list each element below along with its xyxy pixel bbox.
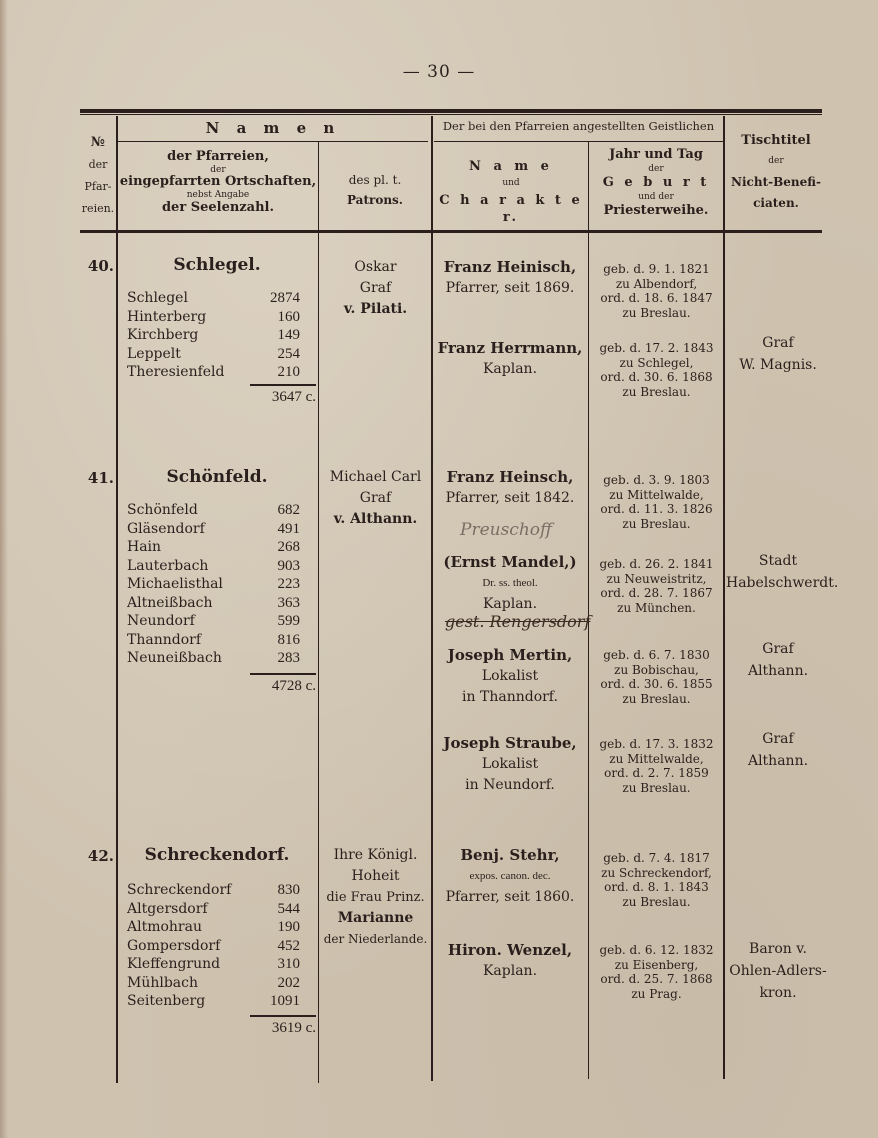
date-line: ord. d. 18. 6. 1847 (600, 291, 713, 305)
page-edge-shadow (0, 0, 8, 1138)
village-pop: 254 (277, 345, 300, 362)
cleric-entry (434, 467, 586, 509)
date-line: zu Breslau. (622, 305, 691, 320)
date-line: geb. d. 6. 12. 1832 (599, 943, 714, 957)
date-line: zu Breslau. (622, 780, 691, 795)
village-row (127, 937, 300, 956)
patron-line: die Frau Prinz. (326, 890, 425, 905)
header-patron-l2: Patrons. (346, 193, 403, 207)
village-name: Mühlbach (127, 974, 199, 991)
header-col-parishes (118, 150, 318, 216)
table-top-rule (80, 109, 822, 113)
tischtitel (726, 550, 839, 594)
tischtitel (726, 938, 830, 1004)
date-line: zu Breslau. (622, 691, 691, 706)
date-line: geb. d. 9. 1. 1821 (603, 262, 710, 276)
village-row (127, 900, 300, 919)
village-name: Altmohrau (127, 919, 202, 935)
date-line: ord. d. 8. 1. 1843 (604, 880, 709, 894)
village-row (127, 308, 300, 327)
cleric-role: Pfarrer, seit 1860. (445, 889, 575, 905)
village-row (127, 612, 300, 631)
header-col-name (434, 158, 588, 226)
village-row (127, 520, 300, 539)
village-name: Neuneißbach (127, 650, 222, 666)
village-row (127, 538, 300, 557)
sum-rule (250, 384, 316, 386)
cleric-name: Joseph Mertin, (447, 646, 573, 664)
village-name: Gläsendorf (127, 520, 205, 537)
namen-subrule (118, 141, 428, 142)
village-pop: 160 (277, 308, 300, 325)
header-patron-l1: des pl. t. (348, 173, 402, 187)
header-no-symbol: № (90, 135, 106, 150)
village-pop: 491 (277, 520, 300, 537)
titel-line: Graf (762, 335, 794, 351)
titel-line: Stadt (758, 553, 798, 569)
cleric-degree: Dr. ss. theol. (482, 577, 538, 589)
header-col-dates (589, 148, 723, 218)
patron-line: v. Althann. (333, 511, 418, 527)
header-parishes-l5: der Seelenzahl. (161, 199, 275, 215)
village-pop: 599 (277, 613, 300, 629)
date-line: geb. d. 3. 9. 1803 (603, 473, 710, 487)
col-divider-3-head (431, 116, 433, 230)
header-dates-l5: Priesterweihe. (603, 203, 709, 218)
date-line: ord. d. 28. 7. 1867 (600, 586, 713, 600)
date-line: zu Mittelwalde, (609, 487, 704, 502)
header-parishes-l1: der Pfarreien, (167, 149, 269, 164)
parish-name: Schreckendorf. (144, 845, 290, 865)
header-no-der: der (88, 158, 108, 171)
titel-line: Baron v. (749, 941, 807, 957)
tischtitel (726, 728, 830, 772)
village-row (127, 575, 300, 594)
parish-total: 4728 c. (271, 678, 316, 694)
patron (320, 845, 431, 950)
village-row (127, 974, 300, 993)
parish-name: Schönfeld. (166, 467, 268, 487)
date-line: ord. d. 30. 6. 1868 (600, 370, 713, 384)
village-row (127, 955, 300, 974)
village-pop: 816 (277, 631, 300, 648)
header-clergy-group: Der bei den Pfarreien angestellten Geistlichen (442, 119, 715, 133)
patron-line: Michael Carl (329, 469, 422, 485)
village-name: Schönfeld (127, 502, 198, 518)
header-dates-l4: und der (638, 192, 674, 202)
village-row (127, 594, 300, 613)
village-pop: 202 (277, 974, 300, 991)
date-line: ord. d. 30. 6. 1855 (600, 677, 713, 691)
village-name: Altneißbach (127, 594, 213, 611)
cleric-name: Franz Heinisch, (443, 258, 577, 276)
village-pop: 210 (277, 364, 300, 380)
cleric-location: in Neundorf. (465, 777, 555, 793)
date-line: zu München. (617, 600, 696, 615)
date-line: ord. d. 25. 7. 1868 (600, 972, 713, 986)
cleric-dates (590, 262, 723, 320)
col-divider-4 (588, 233, 589, 1079)
village-name: Theresienfeld (127, 364, 225, 380)
col-divider-1 (116, 233, 118, 1083)
village-name: Neundorf (127, 613, 195, 629)
header-namen-group: N a m e n (205, 119, 341, 137)
cleric-role: Pfarrer, seit 1842. (445, 490, 575, 506)
titel-line: Althann. (747, 753, 809, 769)
tischtitel (726, 332, 830, 376)
patron-line: der Niederlande. (323, 932, 428, 946)
header-parishes-l2: der (210, 164, 226, 175)
village-name: Schlegel (127, 290, 188, 306)
patron-line: Graf (359, 490, 392, 506)
patron-line: Graf (359, 280, 392, 296)
village-pop: 149 (277, 327, 300, 343)
cleric-role: Pfarrer, seit 1869. (445, 280, 575, 296)
village-name: Michaelisthal (127, 576, 223, 592)
date-line: zu Mittelwalde, (609, 751, 704, 766)
parish-total: 3647 c. (271, 389, 316, 405)
header-dates-l2: der (648, 164, 664, 174)
cleric-name: (Ernst Mandel,) (443, 553, 577, 571)
cleric-dates (590, 473, 723, 531)
header-titel-l3: Nicht-Benefi- (731, 175, 821, 189)
cleric-entry (434, 733, 586, 796)
village-row (127, 363, 300, 382)
titel-line: kron. (759, 985, 797, 1001)
sum-rule (250, 1015, 316, 1017)
cleric-entry (434, 552, 586, 615)
header-no-reien: reien. (81, 202, 115, 215)
village-row (127, 881, 300, 900)
handwritten-annotation: Preuschoff (460, 520, 553, 540)
titel-line: W. Magnis. (739, 357, 817, 373)
cleric-name: Joseph Straube, (443, 734, 577, 752)
cleric-entry (434, 645, 586, 708)
cleric-dates (590, 943, 723, 1001)
village-pop: 190 (277, 919, 300, 935)
village-pop: 452 (277, 937, 300, 954)
cleric-role: Kaplan. (482, 963, 538, 979)
header-name-l2: und (502, 178, 520, 188)
village-name: Lauterbach (127, 557, 209, 574)
header-parishes-l3: eingepfarrten Ortschaften, (119, 174, 317, 190)
village-name: Kirchberg (127, 327, 199, 343)
cleric-name: Hiron. Wenzel, (447, 941, 573, 959)
village-row (127, 289, 300, 308)
table-top-rule-thin (80, 114, 822, 115)
parish-number: 42. (87, 847, 114, 865)
village-pop: 544 (277, 900, 300, 917)
header-titel-l2: der (768, 156, 784, 166)
header-col-titel (724, 130, 828, 214)
page-number: — 30 — (402, 62, 476, 82)
header-col-patron (319, 170, 431, 210)
cleric-name: Franz Heinsch, (446, 468, 574, 486)
header-name-l3: C h a r a k t e r. (439, 193, 583, 225)
sum-rule (250, 673, 316, 675)
cleric-title: expos. canon. dec. (469, 870, 551, 882)
village-name: Seitenberg (127, 993, 206, 1009)
col-divider-5 (723, 233, 725, 1079)
header-no-pfar: Pfar- (84, 180, 112, 193)
cleric-dates (590, 557, 723, 615)
date-line: zu Breslau. (622, 384, 691, 399)
date-line: zu Schlegel, (619, 355, 694, 370)
village-row (127, 557, 300, 576)
village-row (127, 326, 300, 345)
patron-line: v. Pilati. (343, 301, 408, 317)
date-line: zu Prag. (631, 986, 682, 1001)
header-parishes-l4: nebst Angabe (186, 190, 250, 201)
date-line: geb. d. 7. 4. 1817 (603, 851, 710, 865)
clergy-subrule (434, 141, 724, 142)
village-name: Gompersdorf (127, 937, 221, 954)
patron-line: Marianne (337, 910, 414, 926)
date-line: geb. d. 17. 3. 1832 (599, 737, 714, 751)
parish-number: 41. (87, 469, 114, 487)
cleric-name: Franz Herrmann, (437, 339, 583, 357)
village-pop: 682 (277, 502, 300, 518)
village-pop: 830 (277, 882, 300, 898)
village-name: Thanndorf (127, 631, 201, 648)
date-line: geb. d. 6. 7. 1830 (603, 648, 710, 662)
village-pop: 2874 (270, 290, 300, 306)
titel-line: Graf (762, 641, 794, 657)
titel-line: Althann. (747, 663, 809, 679)
village-name: Schreckendorf (127, 882, 232, 898)
village-row (127, 631, 300, 650)
patron-line: Hoheit (351, 868, 400, 884)
header-dates-l1: Jahr und Tag (609, 147, 703, 162)
village-pop: 363 (277, 594, 300, 611)
date-line: zu Breslau. (622, 894, 691, 909)
handwritten-annotation: gest. Rengersdorf (445, 612, 591, 631)
cleric-role: Kaplan. (482, 361, 538, 377)
cleric-dates (590, 737, 723, 795)
header-dates-l3: G e b u r t (602, 175, 710, 190)
village-row (127, 345, 300, 364)
village-name: Leppelt (127, 345, 181, 362)
village-row (127, 649, 300, 668)
patron (320, 257, 431, 320)
tischtitel (726, 638, 830, 682)
village-row (127, 918, 300, 937)
col-divider-3 (431, 233, 433, 1081)
cleric-dates (590, 851, 723, 909)
cleric-role: Kaplan. (482, 596, 538, 612)
date-line: ord. d. 2. 7. 1859 (604, 766, 709, 780)
patron (320, 467, 431, 530)
date-line: geb. d. 26. 2. 1841 (599, 557, 714, 571)
header-titel-l1: Tischtitel (741, 133, 811, 148)
village-pop: 310 (277, 956, 300, 972)
titel-line: Habelschwerdt. (726, 575, 839, 591)
patron-line: Ihre Königl. (333, 847, 418, 863)
village-pop: 1091 (270, 993, 300, 1009)
parish-name: Schlegel. (173, 255, 261, 275)
cleric-entry (434, 940, 586, 982)
header-name-l1: N a m e (469, 159, 553, 174)
patron-line: Oskar (354, 259, 397, 275)
titel-line: Ohlen-Adlers- (729, 963, 827, 979)
date-line: zu Breslau. (622, 516, 691, 531)
date-line: ord. d. 11. 3. 1826 (600, 502, 713, 516)
cleric-entry (434, 845, 586, 908)
village-name: Kleffengrund (127, 956, 221, 972)
cleric-name: Benj. Stehr, (460, 846, 560, 864)
village-pop: 903 (277, 557, 300, 574)
parish-number: 40. (87, 257, 114, 275)
village-pop: 223 (277, 576, 300, 592)
village-name: Hain (127, 539, 162, 555)
cleric-location: in Thanndorf. (462, 689, 558, 705)
header-titel-l4: ciaten. (753, 196, 799, 210)
date-line: geb. d. 17. 2. 1843 (599, 341, 714, 355)
date-line: zu Neuweistritz, (606, 571, 707, 586)
parish-total: 3619 c. (271, 1020, 316, 1036)
cleric-entry (434, 338, 586, 380)
date-line: zu Eisenberg, (614, 957, 699, 972)
village-pop: 283 (277, 650, 300, 666)
village-row (127, 992, 300, 1011)
cleric-entry (434, 257, 586, 299)
date-line: zu Schreckendorf, (601, 865, 712, 880)
header-bottom-rule (80, 230, 822, 233)
cleric-role: Lokalist (481, 668, 539, 684)
village-row (127, 501, 300, 520)
village-list (127, 501, 300, 668)
village-name: Altgersdorf (127, 900, 208, 917)
cleric-dates (590, 648, 723, 706)
date-line: zu Bobischau, (614, 662, 699, 677)
col-divider-2 (318, 233, 319, 1083)
titel-line: Graf (762, 731, 794, 747)
cleric-role: Lokalist (481, 756, 539, 772)
village-list (127, 881, 300, 1011)
header-col-number (80, 132, 116, 220)
village-name: Hinterberg (127, 308, 207, 325)
date-line: zu Albendorf, (615, 276, 698, 291)
village-list (127, 289, 300, 382)
cleric-dates (590, 341, 723, 399)
village-pop: 268 (277, 539, 300, 555)
